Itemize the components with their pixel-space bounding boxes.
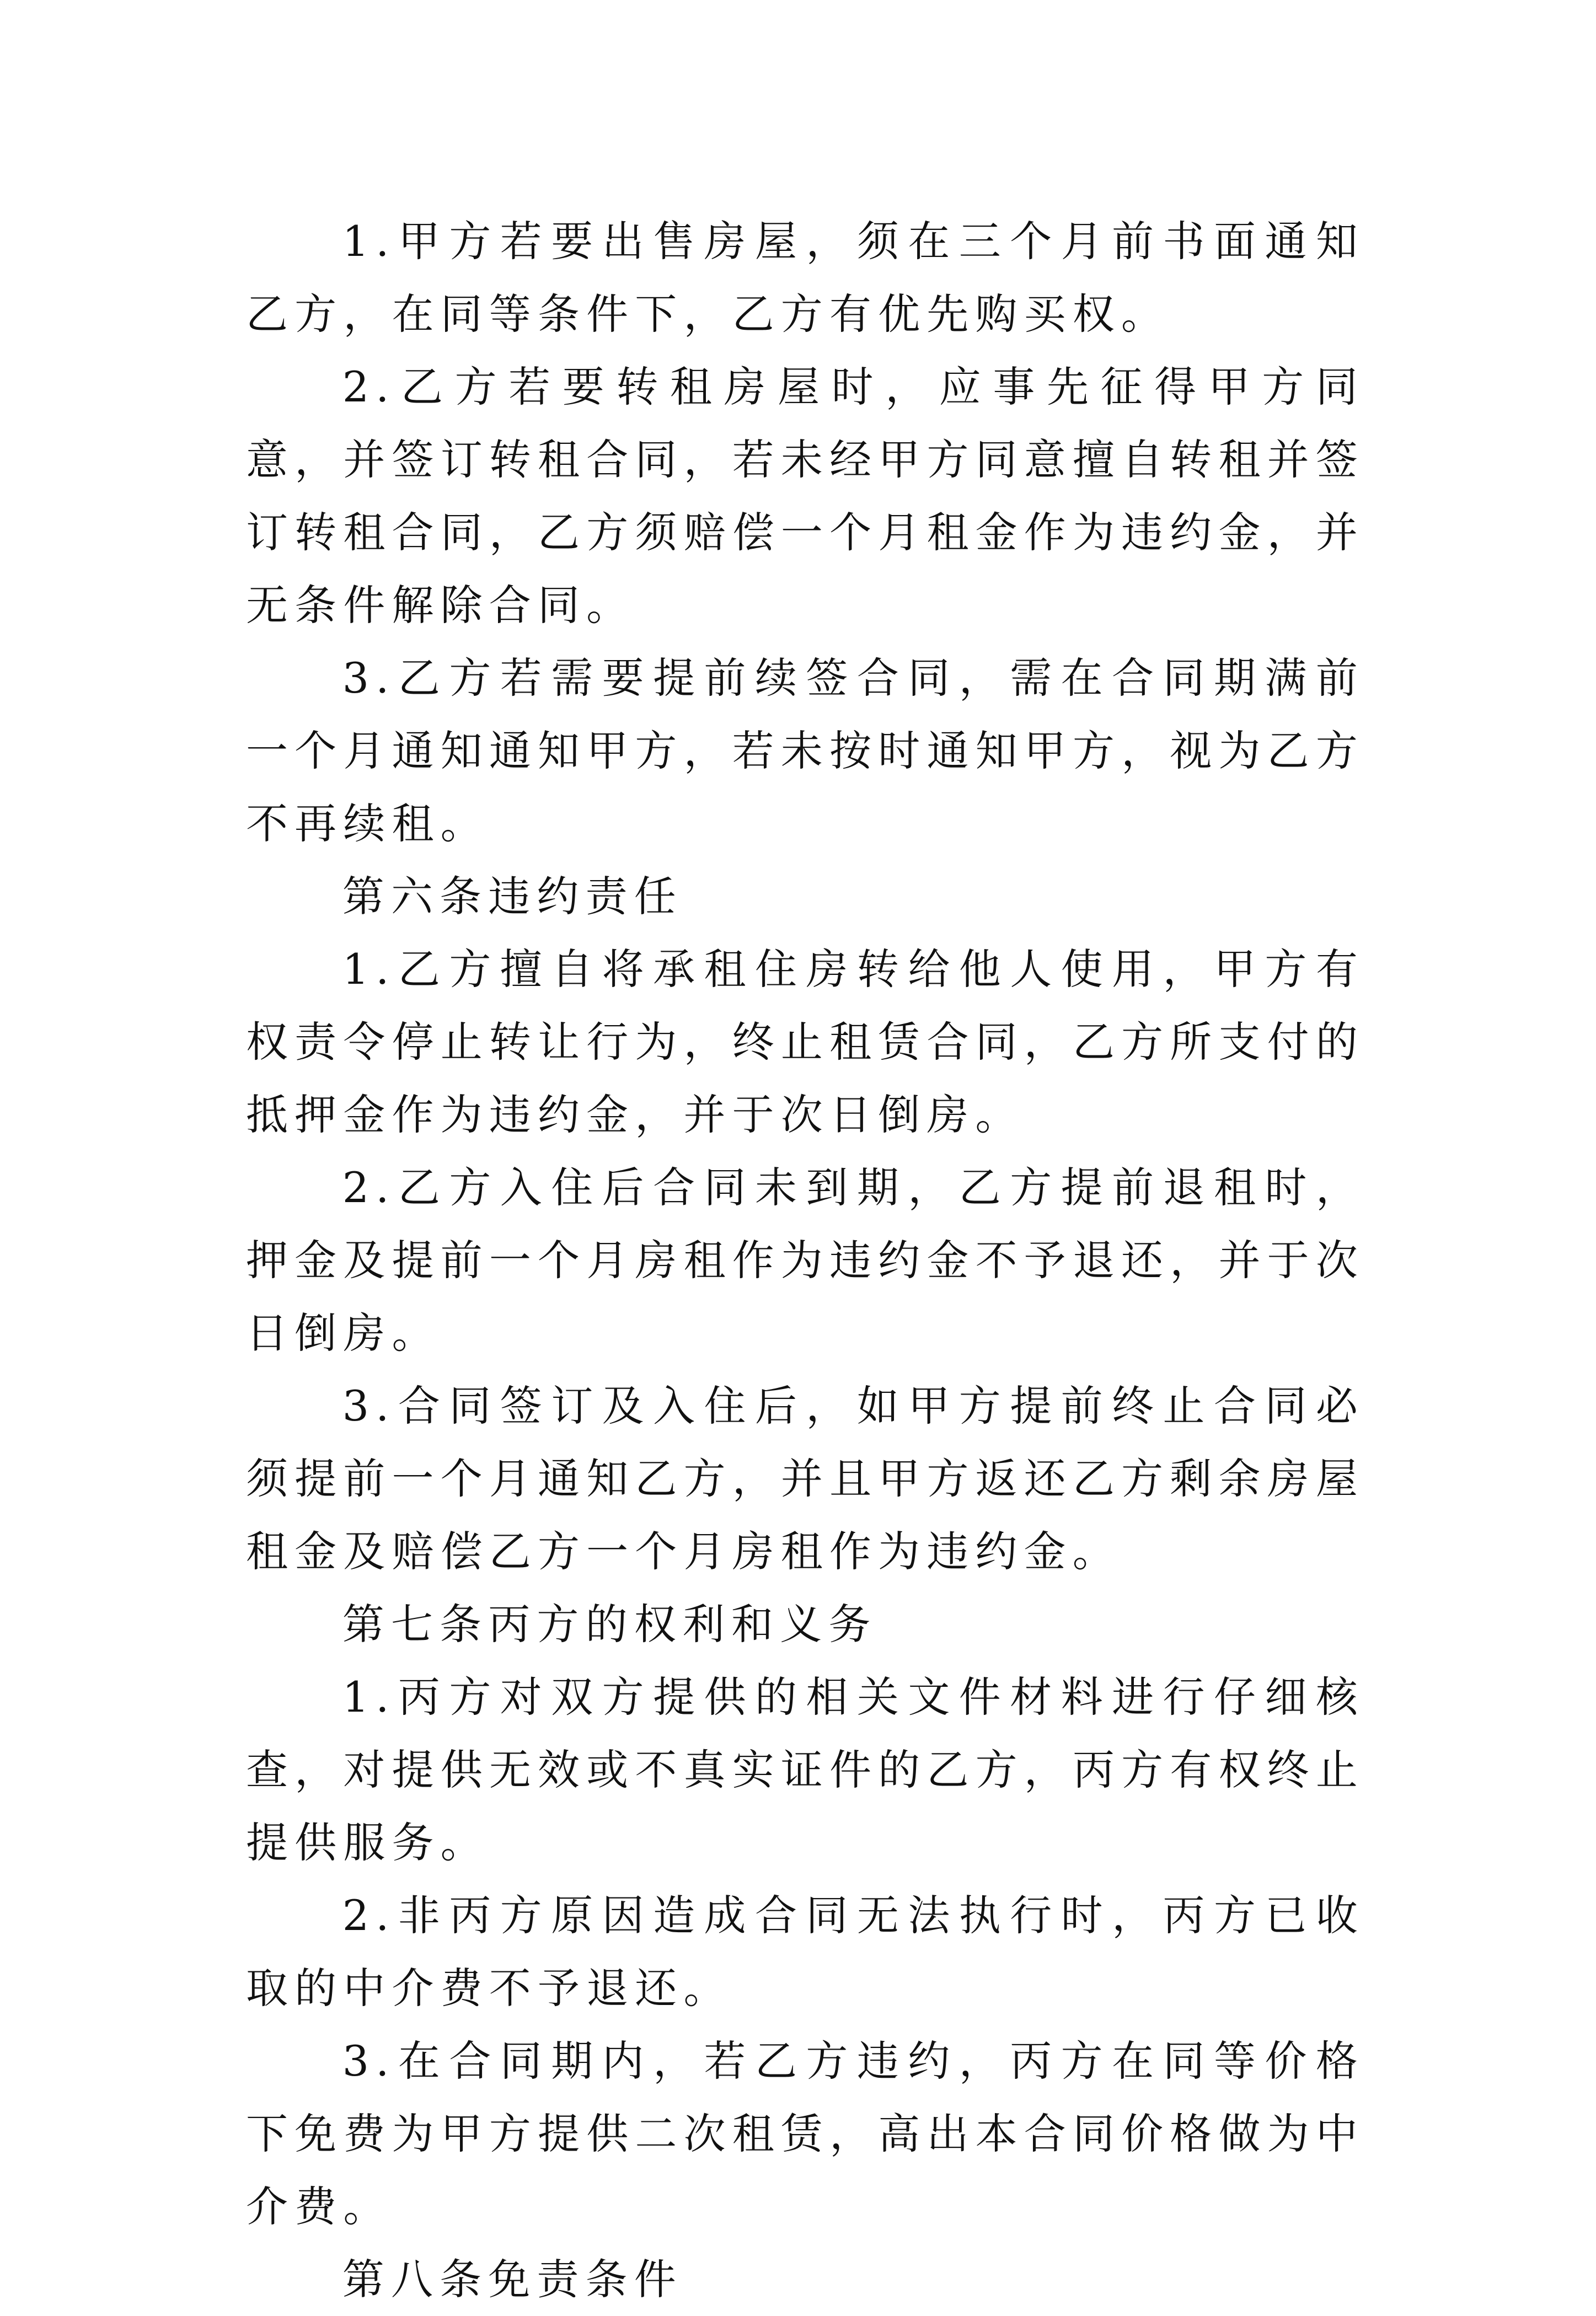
clause-paragraph: 3.合同签订及入住后，如甲方提前终止合同必须提前一个月通知乙方，并且甲方返还乙方剩余房屋租金及赔偿乙方一个月房租作为违约金。 (246, 1381, 1364, 1576)
section-heading: 第六条违约责任 (342, 872, 683, 921)
clause-paragraph: 3.乙方若需要提前续签合同，需在合同期满前一个月通知通知甲方，若未按时通知甲方，视为乙方不再续租。 (246, 653, 1364, 848)
clause-paragraph: 2.非丙方原因造成合同无法执行时，丙方已收取的中介费不予退还。 (246, 1891, 1364, 2013)
section-heading: 第七条丙方的权利和义务 (342, 1600, 877, 1649)
clause-paragraph: 1.乙方擅自将承租住房转给他人使用，甲方有权责令停止转让行为，终止租赁合同，乙方所支付的抵押金作为违约金，并于次日倒房。 (246, 945, 1364, 1139)
clause-paragraph: 2.乙方若要转租房屋时，应事先征得甲方同意，并签订转租合同，若未经甲方同意擅自转租并签订转租合同，乙方须赔偿一个月租金作为违约金，并无条件解除合同。 (246, 362, 1364, 630)
section-heading: 第八条免责条件 (342, 2255, 683, 2304)
clause-paragraph: 2.乙方入住后合同未到期，乙方提前退租时，押金及提前一个月房租作为违约金不予退还，并于次日倒房。 (246, 1163, 1364, 1358)
clause-paragraph: 1.甲方若要出售房屋，须在三个月前书面通知乙方，在同等条件下，乙方有优先购买权。 (246, 217, 1364, 339)
clause-paragraph: 1.丙方对双方提供的相关文件材料进行仔细核查，对提供无效或不真实证件的乙方，丙方有权终止提供服务。 (246, 1672, 1364, 1867)
clause-paragraph: 3.在合同期内，若乙方违约，丙方在同等价格下免费为甲方提供二次租赁，高出本合同价格做为中介费。 (246, 2036, 1364, 2231)
document-body (246, 205, 1364, 2316)
